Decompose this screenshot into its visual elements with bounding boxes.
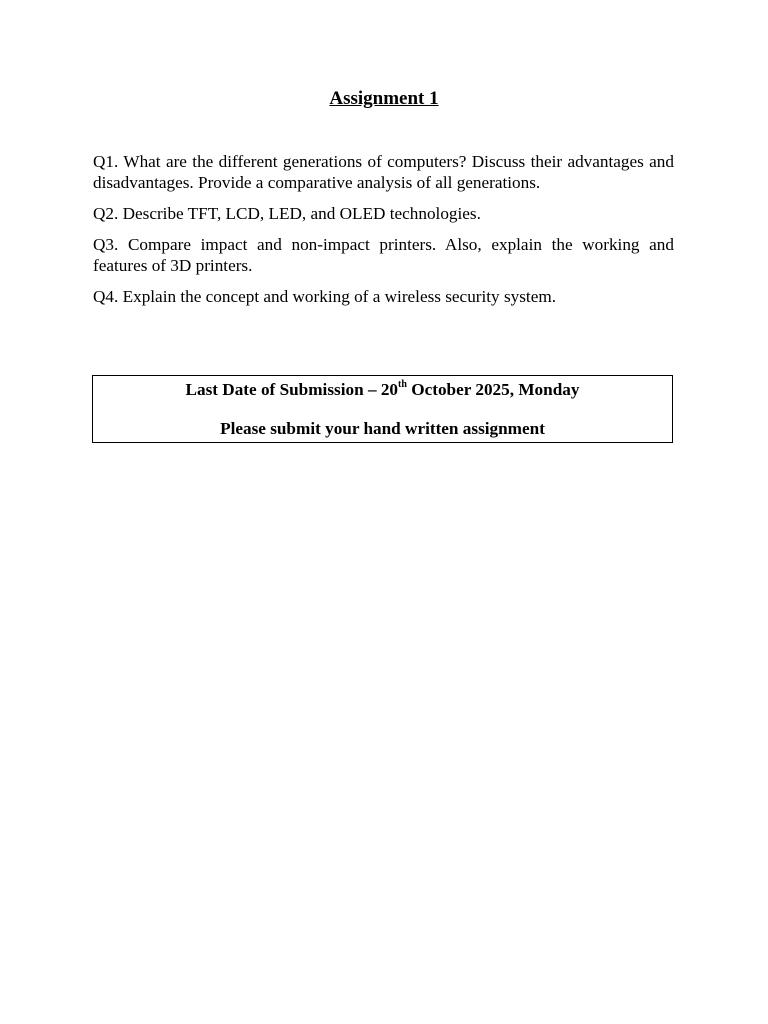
deadline-superscript: th <box>398 379 407 391</box>
submission-deadline <box>93 379 672 401</box>
question-list <box>93 151 674 317</box>
question-4: Q4. Explain the concept and working of a wireless security system. <box>93 287 556 306</box>
assignment-title: Assignment 1 <box>329 88 439 109</box>
deadline-prefix: Last Date of Submission – 20 <box>185 380 399 399</box>
submission-instruction: Please submit your hand written assignment <box>220 419 545 438</box>
question-2: Q2. Describe TFT, LCD, LED, and OLED technologies. <box>93 204 481 223</box>
submission-notice-box <box>92 375 673 443</box>
question-3: Q3. Compare impact and non-impact printers. Also, explain the working and features of 3D printers. <box>93 235 674 275</box>
question-1: Q1. What are the different generations of computers? Discuss their advantages and disadvantages. Provide a comparative analysis of all generations. <box>93 152 674 192</box>
deadline-suffix: October 2025, Monday <box>406 380 580 399</box>
